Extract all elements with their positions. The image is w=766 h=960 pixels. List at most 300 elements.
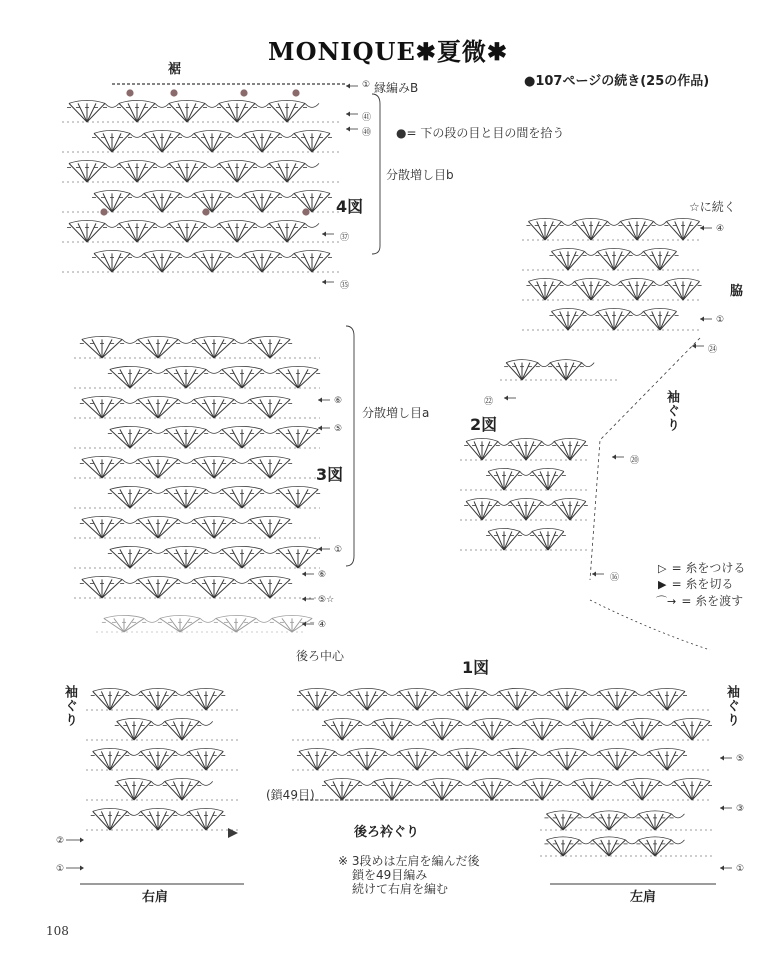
fan-motif (547, 748, 587, 770)
fan-stitch (574, 781, 592, 800)
fan-stitch (526, 441, 542, 460)
fan-stitch (633, 721, 642, 740)
fan-stitch (298, 429, 308, 448)
chain-loop (262, 369, 278, 373)
fan-stitch (158, 519, 178, 538)
fan-chain (117, 778, 152, 781)
side-label: 脇 (730, 284, 744, 299)
fan-chain (278, 486, 318, 489)
chain-loop (206, 369, 222, 373)
row-marker: ㊵ (362, 128, 372, 138)
row-marker: ㊲ (340, 233, 350, 243)
fan-stitch (101, 811, 110, 830)
fan-stitch (617, 691, 635, 710)
fan-stitch (563, 814, 571, 830)
fan-stitch (153, 133, 162, 152)
fan-stitch (158, 751, 175, 770)
fan-stitch (112, 193, 121, 212)
chain-loop (410, 781, 424, 785)
chain-loop (234, 339, 250, 343)
chain-loop (206, 429, 222, 433)
fan-stitch (260, 519, 270, 538)
fan-stitch (214, 459, 224, 478)
fan-chain (117, 718, 152, 721)
fan-stitch (219, 163, 237, 182)
fan-chain (222, 546, 262, 549)
fan-stitch (250, 459, 270, 478)
fan-stitch (87, 103, 96, 122)
fan-stitch (548, 531, 556, 550)
fan-chain (638, 811, 671, 814)
chain-loop (335, 751, 349, 755)
fan-stitch (333, 721, 342, 740)
fan-stitch (574, 221, 591, 240)
fan-stitch (138, 459, 158, 478)
fan-motif (347, 748, 387, 770)
fan-chain (144, 190, 180, 193)
fan-stitch (424, 721, 442, 740)
fan-motif (192, 336, 236, 358)
fan-chain (166, 486, 206, 489)
chain-loop (175, 811, 188, 815)
fan-stitch (591, 221, 608, 240)
fan-stitch (87, 223, 105, 242)
fan-chain (82, 516, 122, 519)
fan-stitch (647, 814, 655, 830)
fan-stitch (674, 721, 692, 740)
fan-stitch (194, 519, 214, 538)
fan-stitch (674, 781, 692, 800)
fan-stitch (367, 751, 385, 770)
fan-stitch (182, 781, 191, 800)
fan-motif (102, 615, 146, 632)
chain-loop (542, 501, 554, 505)
fan-stitch (606, 251, 614, 270)
fan-stitch (110, 489, 130, 508)
chain-loop (435, 751, 449, 755)
chain-loop (262, 489, 278, 493)
fan-chain (424, 718, 460, 721)
fan-stitch (69, 163, 87, 182)
fan-chain (222, 486, 262, 489)
fan-stitch (638, 814, 655, 830)
fan-motif (220, 426, 264, 448)
fan-motif (220, 486, 264, 508)
chain-loop (151, 721, 164, 725)
fan-stitch (178, 223, 187, 242)
fan-stitch (567, 691, 585, 710)
fan-motif (322, 778, 362, 800)
chain-loop (180, 133, 194, 137)
fan-motif (297, 688, 337, 710)
fan-chain (324, 718, 360, 721)
row-marker: ⑳ (630, 456, 640, 466)
fan-motif (472, 718, 512, 740)
fan-stitch (537, 221, 545, 240)
chain-loop (150, 549, 166, 553)
fan-stitch (212, 193, 230, 212)
fan-stitch (222, 429, 242, 448)
fan-stitch (162, 133, 180, 152)
fan-stitch (153, 193, 162, 212)
row-marker: ㉒ (484, 397, 494, 407)
fan-stitch (312, 253, 321, 272)
row-marker: ① (716, 315, 725, 325)
fan-motif (217, 160, 257, 182)
fan-stitch (545, 221, 562, 240)
chain-loop (672, 840, 685, 844)
fan-motif (67, 100, 107, 122)
chain-loop (230, 253, 244, 257)
fan-stitch (187, 223, 205, 242)
fan-stitch (203, 133, 212, 152)
fan-stitch (317, 751, 335, 770)
fan-stitch (262, 193, 280, 212)
fan-stitch (110, 429, 130, 448)
row-marker: ㉟ (340, 281, 350, 291)
fan-motif (192, 516, 236, 538)
fan-chain (82, 576, 122, 579)
chain-loop (151, 781, 164, 785)
fan-motif (136, 516, 180, 538)
fan-stitch (166, 369, 186, 388)
fan-chain (250, 396, 290, 399)
fan-stitch (312, 133, 321, 152)
fan-stitch (187, 103, 205, 122)
fan-motif (276, 486, 320, 508)
fan-stitch (482, 501, 498, 520)
fan-stitch (442, 721, 460, 740)
fan-stitch (270, 399, 290, 418)
fan-chain (294, 250, 330, 253)
fan-motif (292, 130, 332, 152)
fan-stitch (186, 489, 196, 508)
fan-stitch (532, 531, 548, 550)
fan-motif (597, 688, 637, 710)
fan-motif (486, 468, 522, 490)
fan-stitch (141, 811, 158, 830)
bracket-increase-b (372, 94, 380, 254)
fan-motif (67, 160, 107, 182)
fan-chain (189, 808, 224, 811)
row-marker: ④ (318, 620, 327, 630)
fan-stitch (392, 781, 401, 800)
row-arrowhead (504, 396, 508, 401)
row-marker: ⑤ (736, 754, 745, 764)
fan-stitch (614, 251, 631, 270)
chain-loop (155, 163, 169, 167)
fan-motif (486, 528, 522, 550)
fan-stitch (442, 781, 451, 800)
fan-stitch (270, 339, 290, 358)
fan-motif (548, 360, 584, 380)
fan-chain (597, 308, 630, 311)
fan-stitch (554, 441, 570, 460)
row-arrowhead (322, 280, 326, 285)
fan-chain (144, 250, 180, 253)
fan-stitch (102, 519, 122, 538)
fan-stitch (591, 221, 599, 240)
fan-stitch (176, 429, 186, 448)
fan-stitch (194, 399, 214, 418)
fan-stitch (683, 781, 692, 800)
fan-motif (163, 778, 202, 800)
fan-stitch (467, 691, 476, 710)
fan-stitch (642, 781, 651, 800)
fan-stitch (629, 281, 637, 300)
fan-stitch (214, 459, 234, 478)
chain-loop (105, 223, 119, 227)
fan-stitch (566, 363, 582, 380)
fan-motif (292, 250, 332, 272)
fan-motif (497, 748, 537, 770)
fan-stitch (545, 281, 562, 300)
row-arrowhead (318, 398, 322, 403)
fan-stitch (288, 429, 298, 448)
fan-motif (572, 278, 609, 300)
fan-stitch (592, 721, 610, 740)
fan-stitch (237, 163, 246, 182)
fan-chain (94, 190, 130, 193)
fan-stitch (492, 781, 510, 800)
fan-stitch (655, 840, 672, 856)
fan-stitch (124, 618, 144, 632)
fan-motif (139, 748, 178, 770)
fan-motif (347, 688, 387, 710)
fan-stitch (554, 501, 570, 520)
fan-stitch (270, 399, 280, 418)
fan-stitch (204, 459, 214, 478)
fan-chain (399, 748, 435, 751)
fan-stitch (417, 751, 435, 770)
fan-stitch (112, 253, 121, 272)
fan-stitch (158, 519, 168, 538)
fan-chain (93, 688, 128, 691)
fan-chain (574, 218, 607, 221)
fan-stitch (120, 369, 130, 388)
fan-stitch (102, 399, 122, 418)
fan-stitch (540, 471, 548, 490)
fan-stitch (408, 691, 417, 710)
fan-stitch (182, 721, 191, 740)
fan-stitch (545, 221, 553, 240)
fan-motif (595, 248, 632, 270)
chain-loop (510, 781, 524, 785)
fan-stitch (262, 133, 280, 152)
fan-stitch (482, 501, 490, 520)
fan-stitch (287, 163, 296, 182)
fan-chain (69, 160, 105, 163)
fan-stitch (176, 369, 186, 388)
row-arrowhead (322, 232, 326, 237)
row-arrowhead (720, 806, 724, 811)
fan-chain (194, 456, 234, 459)
chain-loop (206, 489, 222, 493)
fan-motif (80, 396, 124, 418)
chain-loop (585, 691, 599, 695)
fig1-label: 1図 (462, 658, 490, 677)
fan-stitch (649, 691, 667, 710)
fan-stitch (417, 691, 426, 710)
fan-stitch (592, 781, 610, 800)
fan-stitch (349, 751, 367, 770)
row-marker: ⑤ (334, 424, 343, 434)
fan-stitch (609, 814, 626, 830)
fan-chain (69, 220, 105, 223)
fan-stitch (642, 721, 651, 740)
fan-motif (220, 546, 264, 568)
fan-chain (574, 718, 610, 721)
fan-stitch (228, 163, 237, 182)
fan-stitch (532, 471, 548, 490)
fan-stitch (514, 363, 522, 380)
chain-loop (155, 223, 169, 227)
fan-stitch (667, 691, 676, 710)
fan-stitch (683, 281, 691, 300)
fan-stitch (237, 223, 246, 242)
fan-stitch (466, 501, 482, 520)
fan-stitch (568, 251, 585, 270)
fan-chain (110, 366, 150, 369)
fan-chain (219, 220, 255, 223)
fan-chain (250, 576, 290, 579)
fan-motif (164, 426, 208, 448)
fan-stitch (158, 339, 178, 358)
fan-stitch (138, 339, 158, 358)
chain-loop (635, 691, 649, 695)
pick-dot (170, 89, 177, 96)
fan-chain (166, 426, 206, 429)
chain-loop (199, 721, 212, 725)
fan-stitch (433, 781, 442, 800)
increase-b-label: 分散増し目b (386, 168, 454, 182)
fan-stitch (149, 811, 158, 830)
fan-stitch (562, 501, 570, 520)
fan-stitch (226, 618, 236, 632)
fan-motif (248, 456, 292, 478)
fan-stitch (660, 311, 677, 330)
fan-stitch (608, 691, 617, 710)
fan-stitch (102, 459, 112, 478)
chain-loop (230, 133, 244, 137)
fan-motif (108, 366, 152, 388)
fan-stitch (629, 221, 637, 240)
fan-motif (636, 837, 673, 856)
fan-stitch (212, 133, 230, 152)
fan-chain (574, 278, 607, 281)
fan-chain (222, 426, 262, 429)
fan-stitch (570, 501, 586, 520)
fan-motif (549, 308, 586, 330)
fan-motif (572, 218, 609, 240)
fan-chain (165, 778, 200, 781)
fan-stitch (608, 751, 617, 770)
fan-chain (244, 250, 280, 253)
fan-chain (94, 250, 130, 253)
fan-stitch (166, 429, 186, 448)
fan-stitch (563, 840, 580, 856)
fan-stitch (666, 281, 683, 300)
chain-loop (130, 193, 144, 197)
fan-stitch (270, 459, 280, 478)
chain-loop (234, 519, 250, 523)
fan-chain (349, 688, 385, 691)
chain-loop (385, 751, 399, 755)
chain-loop (150, 369, 166, 373)
fan-motif (115, 718, 154, 740)
fan-stitch (222, 489, 242, 508)
fan-stitch (158, 811, 167, 830)
fan-motif (80, 336, 124, 358)
fan-stitch (103, 133, 112, 152)
fan-stitch (242, 429, 262, 448)
fan-stitch (643, 251, 660, 270)
fan-chain (649, 688, 685, 691)
fan-stitch (342, 721, 351, 740)
fan-stitch (212, 193, 221, 212)
fan-chain (546, 811, 579, 814)
fan-stitch (601, 840, 609, 856)
fan-stitch (162, 193, 171, 212)
fan-stitch (510, 501, 526, 520)
fan-chain (189, 688, 224, 691)
chain-loop (122, 519, 138, 523)
fan-stitch (294, 193, 312, 212)
fan-motif (136, 456, 180, 478)
row-marker: ③ (736, 804, 745, 814)
fan-stitch (242, 369, 262, 388)
fan-motif (167, 220, 207, 242)
fan-stitch (158, 691, 175, 710)
fan-stitch (308, 751, 317, 770)
fan-stitch (349, 691, 367, 710)
fan-motif (641, 308, 678, 330)
chain-loop (585, 751, 599, 755)
fan-motif (217, 220, 257, 242)
fan-stitch (197, 811, 206, 830)
fan-stitch (524, 721, 542, 740)
fan-chain (643, 248, 676, 251)
fan-stitch (148, 519, 158, 538)
fan-motif (526, 278, 563, 300)
fig3-label: 3図 (316, 465, 344, 484)
fan-stitch (178, 163, 187, 182)
fan-chain (546, 837, 579, 840)
fan-stitch (542, 721, 551, 740)
chain-loop (580, 814, 593, 818)
fan-stitch (237, 163, 255, 182)
fan-chain (551, 308, 584, 311)
fan-stitch (166, 489, 186, 508)
fan-stitch (482, 441, 498, 460)
fan-stitch (683, 281, 700, 300)
chain-loop (122, 459, 138, 463)
fan-stitch (592, 721, 601, 740)
fan-stitch (204, 339, 214, 358)
fan-chain (194, 130, 230, 133)
fan-motif (192, 576, 236, 598)
fan-stitch (392, 721, 401, 740)
fan-stitch (93, 811, 110, 830)
fan-stitch (492, 721, 510, 740)
fan-stitch (93, 751, 110, 770)
fan-chain (269, 220, 305, 223)
fan-stitch (298, 369, 308, 388)
row-arrowhead (720, 756, 724, 761)
fan-chain (299, 688, 335, 691)
fan-stitch (449, 751, 467, 770)
fan-stitch (592, 814, 609, 830)
